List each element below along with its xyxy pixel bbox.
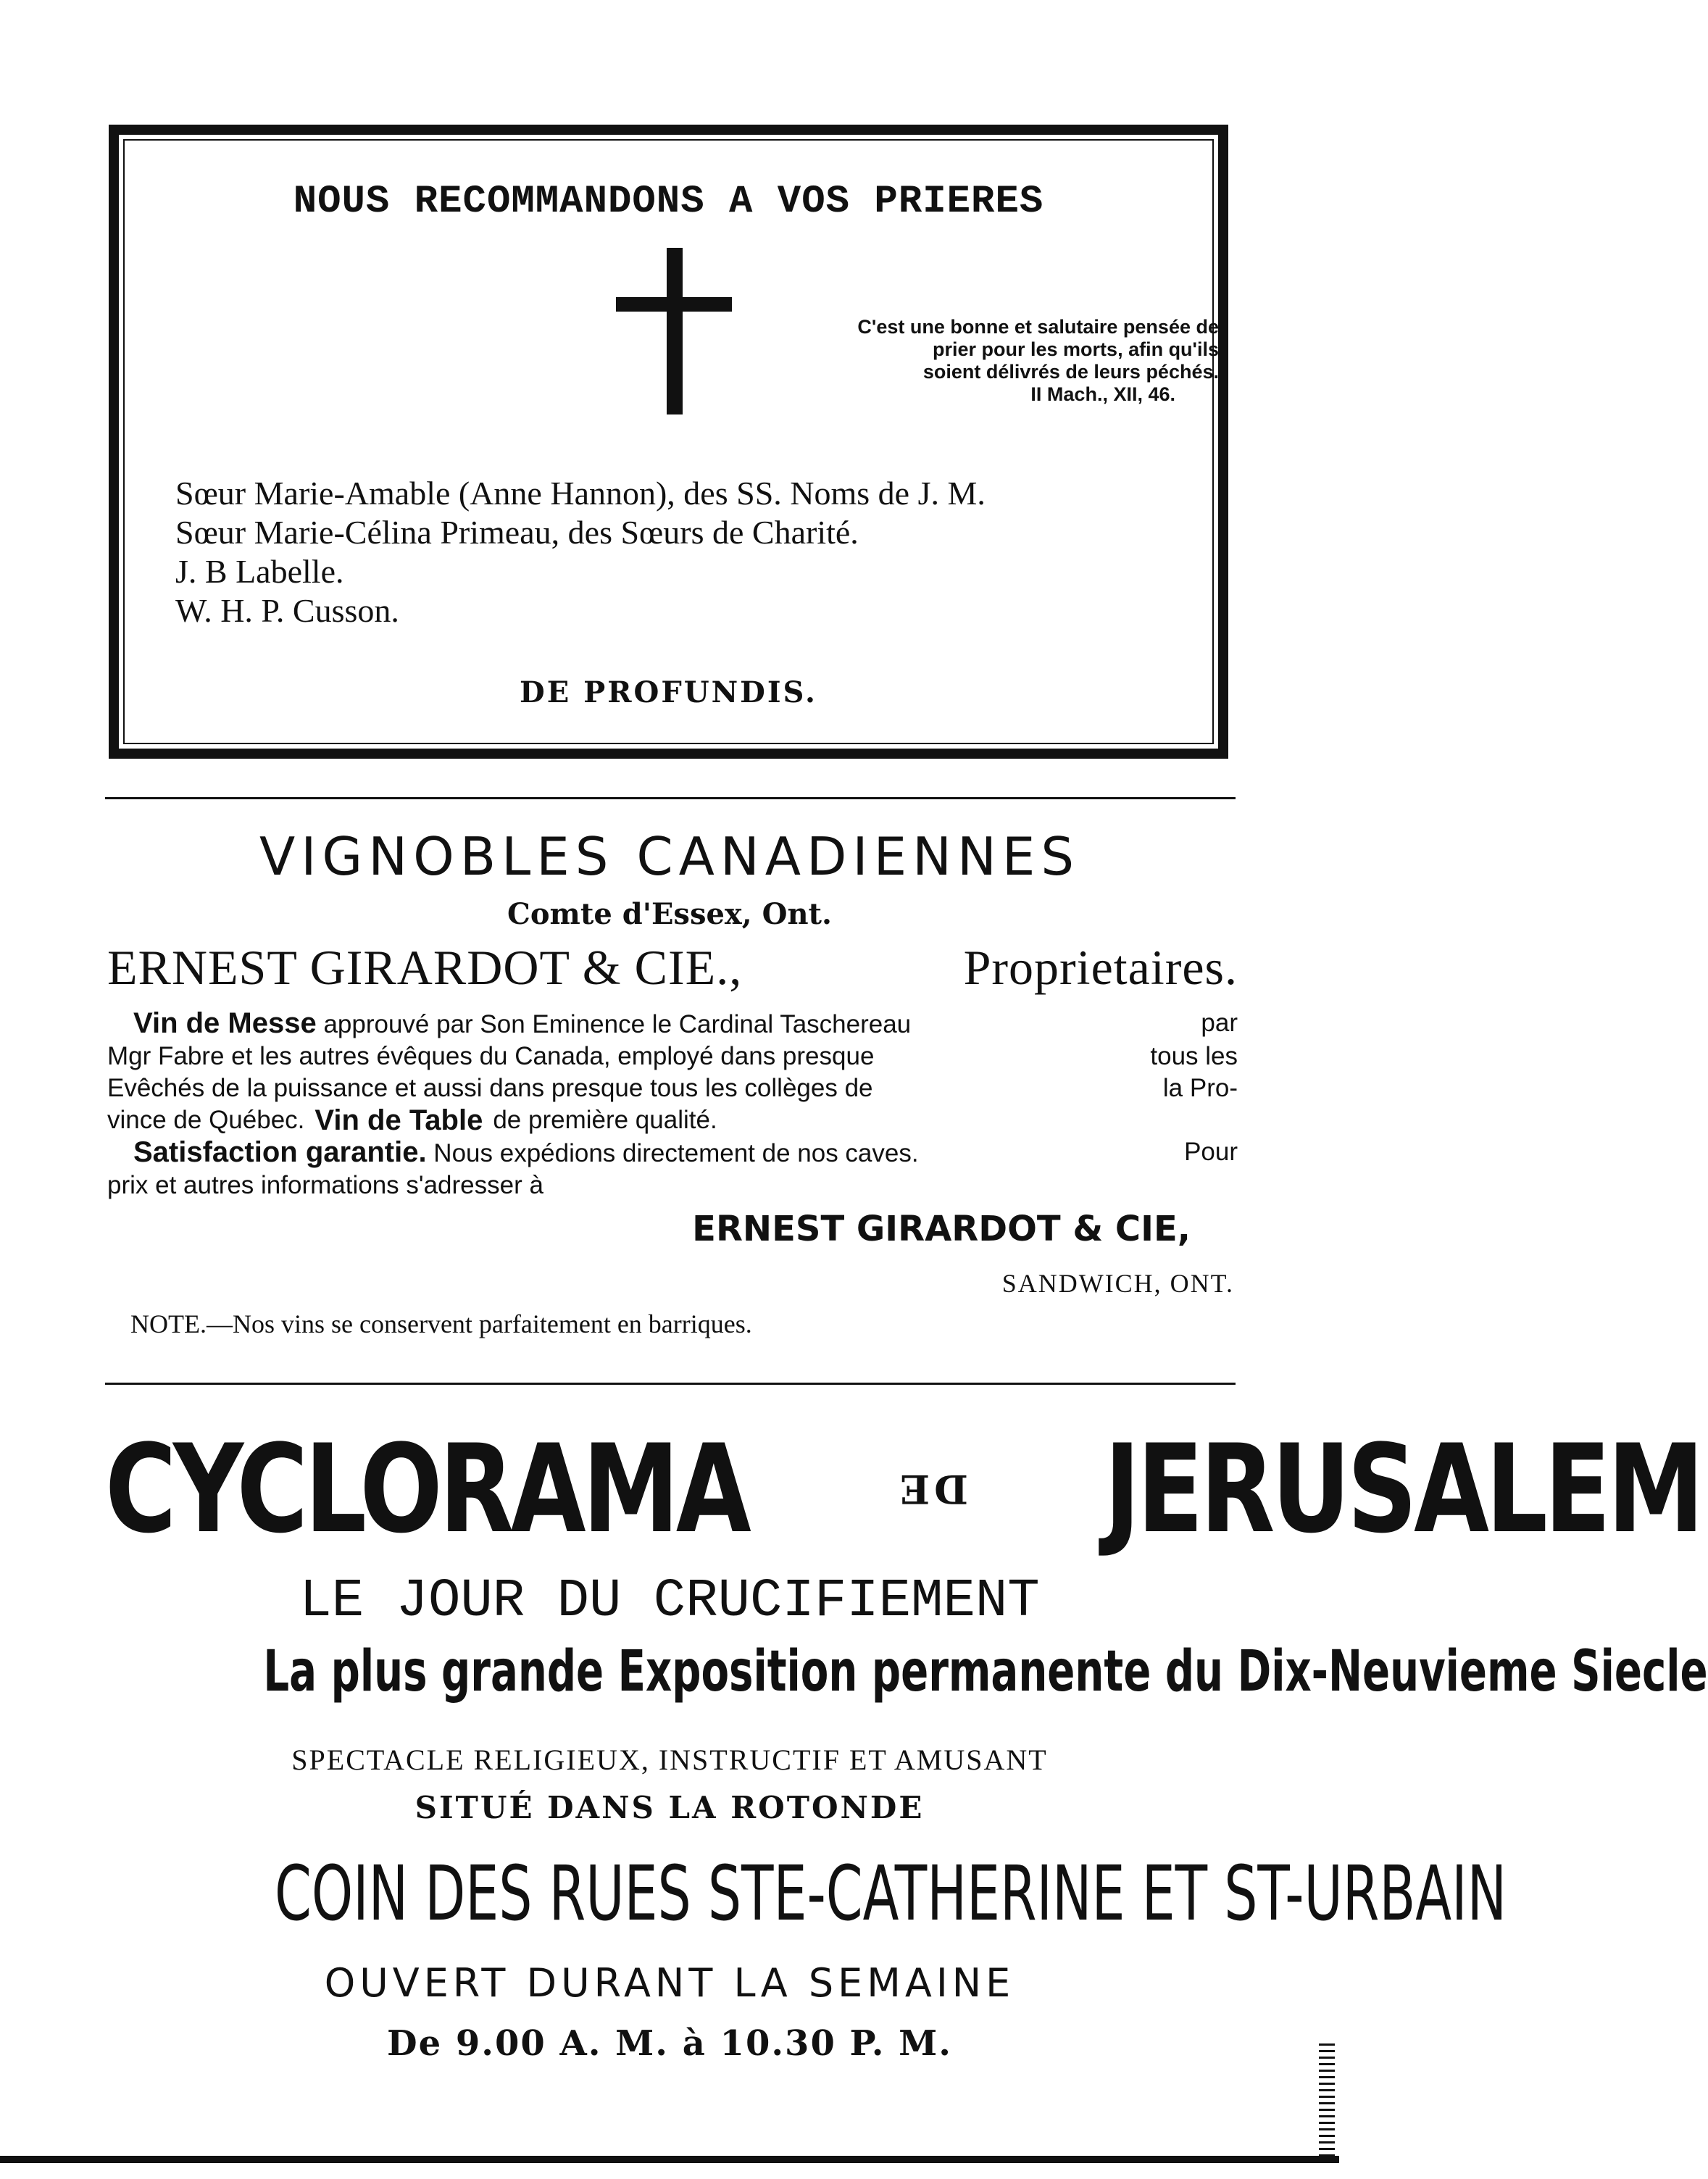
memorial-notice-box (109, 125, 1228, 759)
wine-ad-contact: ERNEST GIRARDOT & CIE, (692, 1209, 1191, 1249)
memorial-scripture-quote (755, 316, 1219, 406)
quote-line: C'est une bonne et salutaire pensée de (857, 316, 1219, 338)
cyclorama-title (105, 1418, 1701, 1560)
memorial-name: J. B Labelle. (175, 553, 344, 590)
wine-ad-firm-name: ERNEST GIRARDOT & CIE., (107, 940, 743, 995)
wine-ad-address: SANDWICH, ONT. (1001, 1269, 1234, 1298)
wine-ad-bold-phrase: Vin de Table (314, 1104, 483, 1136)
wine-ad-line (107, 1170, 1238, 1201)
memorial-name: W. H. P. Cusson. (175, 592, 399, 629)
wine-ad-line (107, 1007, 1238, 1041)
cyclorama-hours: De 9.00 A. M. à 10.30 P. M. (387, 2023, 952, 2064)
wine-ad-text: Pour (1184, 1138, 1238, 1166)
memorial-heading: NOUS RECOMMANDONS A VOS PRIERES (293, 180, 1044, 224)
cyclorama-subtitle: LE JOUR DU CRUCIFIEMENT (299, 1571, 1040, 1632)
cyclorama-title-right: JERUSALEM (1104, 1418, 1701, 1560)
wine-ad-text: tous les (1150, 1042, 1238, 1070)
wine-ad-text: approuvé par Son Eminence le Cardinal Taschereau (323, 1010, 912, 1038)
cyclorama-opening-line: OUVERT DURANT LA SEMAINE (324, 1960, 1015, 2006)
section-divider (105, 797, 1236, 799)
cyclorama-title-left: CYCLORAMA (105, 1418, 748, 1560)
wine-ad-text: Nous expédions directement de nos caves. (433, 1139, 919, 1167)
wine-ad-title: VIGNOBLES CANADIENNES (259, 826, 1080, 887)
cross-icon (616, 248, 732, 414)
scan-edge-marks (1319, 2043, 1335, 2159)
quote-line: prier pour les morts, afin qu'ils (933, 338, 1219, 360)
section-divider (105, 1383, 1236, 1385)
wine-ad-body (107, 1007, 1238, 1201)
memorial-footer: DE PROFUNDIS. (520, 675, 817, 709)
memorial-inner-border (123, 139, 1214, 744)
wine-ad-text: par (1201, 1009, 1238, 1037)
cyclorama-exposition-line: La plus grande Exposition permanente du Dix-Neuvieme Siecle (263, 1639, 1708, 1704)
wine-ad-firm-line (107, 939, 1238, 996)
cyclorama-title-de: DE (895, 1466, 968, 1512)
wine-ad-text: vince de Québec. (107, 1106, 305, 1134)
wine-ad-text: prix et autres informations s'adresser à (107, 1171, 543, 1199)
wine-ad-line (107, 1136, 1238, 1170)
cyclorama-street-corner: COIN DES RUES STE-CATHERINE ET ST-URBAIN (275, 1849, 1507, 1938)
wine-ad-firm-role: Proprietaires. (963, 940, 1238, 995)
wine-ad-text: Mgr Fabre et les autres évêques du Canada, employé dans presque (107, 1042, 875, 1070)
wine-ad-bold-phrase: Satisfaction garantie. (133, 1136, 427, 1168)
wine-ad-location: Comte d'Essex, Ont. (507, 897, 832, 931)
wine-ad-text: Evêchés de la puissance et aussi dans presque tous les collèges de (107, 1074, 873, 1102)
wine-ad-line (107, 1104, 1238, 1136)
quote-line: soient délivrés de leurs péchés. (922, 361, 1219, 383)
memorial-name: Sœur Marie-Célina Primeau, des Sœurs de Charité. (175, 514, 859, 551)
wine-ad-line (107, 1041, 1238, 1072)
memorial-name: Sœur Marie-Amable (Anne Hannon), des SS. Noms de J. M. (175, 475, 986, 512)
cyclorama-location-line: SITUÉ DANS LA ROTONDE (414, 1790, 925, 1825)
memorial-names-list (175, 474, 986, 630)
wine-ad-line (107, 1072, 1238, 1104)
page-bottom-rule (0, 2156, 1339, 2163)
wine-ad-text: de première qualité. (493, 1106, 717, 1134)
quote-reference: II Mach., XII, 46. (1030, 383, 1175, 405)
wine-ad-text: la Pro- (1162, 1074, 1238, 1102)
wine-ad-bold-phrase: Vin de Messe (133, 1007, 317, 1039)
wine-ad-note: NOTE.—Nos vins se conservent parfaitement en barriques. (130, 1309, 752, 1338)
cyclorama-spectacle-line: SPECTACLE RELIGIEUX, INSTRUCTIF ET AMUSANT (291, 1743, 1048, 1776)
